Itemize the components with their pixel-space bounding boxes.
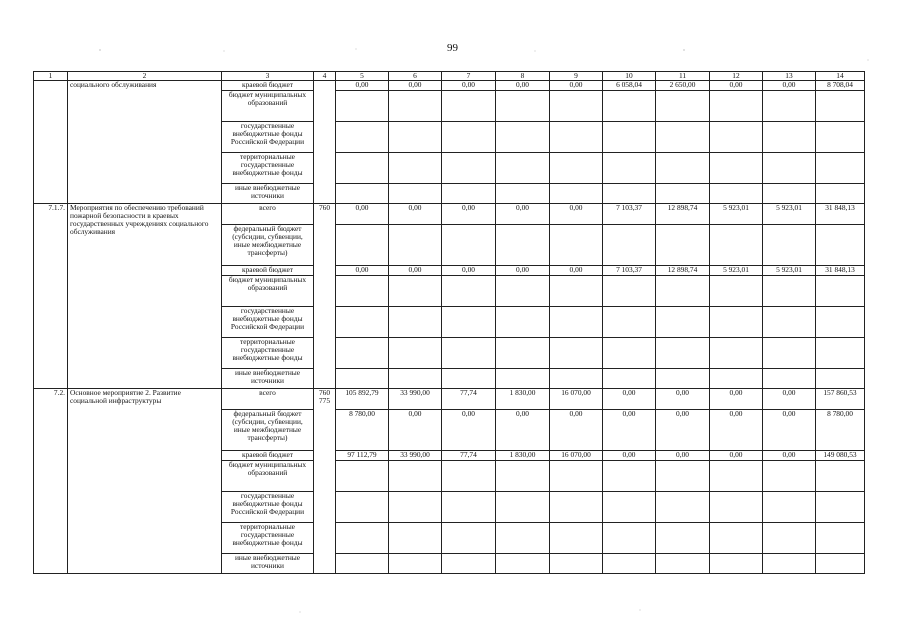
funding-source: федеральный бюджет (субсидии, субвенции, иные межбюджетные трансферты) bbox=[222, 410, 314, 451]
value-cell: 0,00 bbox=[710, 81, 763, 91]
funding-source: государственные внебюджетные фонды Российской Федерации bbox=[222, 307, 314, 338]
value-cell: 0,00 bbox=[550, 410, 603, 451]
value-cell: 0,00 bbox=[603, 389, 656, 410]
value-cell: 1 830,00 bbox=[496, 389, 550, 410]
value-cell bbox=[389, 307, 442, 338]
column-number: 6 bbox=[389, 72, 442, 81]
column-number: 9 bbox=[550, 72, 603, 81]
value-cell bbox=[656, 153, 710, 184]
value-cell bbox=[816, 91, 865, 122]
value-cell bbox=[550, 276, 603, 307]
value-cell bbox=[816, 554, 865, 574]
column-number: 14 bbox=[816, 72, 865, 81]
value-cell bbox=[763, 225, 816, 266]
value-cell bbox=[496, 461, 550, 492]
value-cell bbox=[389, 91, 442, 122]
value-cell: 105 892,79 bbox=[336, 389, 389, 410]
value-cell bbox=[763, 122, 816, 153]
value-cell bbox=[389, 122, 442, 153]
section-name: Основное мероприятие 2. Развитие социальной инфраструктуры bbox=[68, 389, 222, 574]
value-cell bbox=[816, 276, 865, 307]
column-number: 8 bbox=[496, 72, 550, 81]
value-cell bbox=[496, 369, 550, 389]
value-cell bbox=[389, 523, 442, 554]
value-cell: 0,00 bbox=[656, 389, 710, 410]
column-number: 7 bbox=[442, 72, 496, 81]
value-cell bbox=[763, 276, 816, 307]
value-cell bbox=[496, 307, 550, 338]
section-name: Мероприятия по обеспечению требований пожарной безопасности в краевых государственных учреждениях социального обслуживания bbox=[68, 204, 222, 389]
value-cell bbox=[656, 91, 710, 122]
value-cell: 0,00 bbox=[710, 451, 763, 461]
value-cell bbox=[442, 276, 496, 307]
value-cell bbox=[496, 523, 550, 554]
column-number: 1 bbox=[34, 72, 68, 81]
value-cell bbox=[603, 369, 656, 389]
value-cell bbox=[763, 461, 816, 492]
value-cell bbox=[336, 461, 389, 492]
funding-source: бюджет муниципальных образований bbox=[222, 461, 314, 492]
header-row bbox=[34, 72, 865, 81]
value-cell bbox=[336, 276, 389, 307]
value-cell bbox=[336, 523, 389, 554]
column-number: 4 bbox=[314, 72, 336, 81]
value-cell bbox=[710, 276, 763, 307]
value-cell bbox=[442, 369, 496, 389]
value-cell bbox=[763, 184, 816, 204]
value-cell: 0,00 bbox=[442, 81, 496, 91]
funding-source: бюджет муниципальных образований bbox=[222, 91, 314, 122]
value-cell: 0,00 bbox=[710, 389, 763, 410]
section-code: 7.1.7. bbox=[34, 204, 68, 389]
value-cell bbox=[710, 338, 763, 369]
value-cell: 0,00 bbox=[763, 81, 816, 91]
value-cell: 0,00 bbox=[496, 266, 550, 276]
value-cell bbox=[550, 153, 603, 184]
value-cell: 0,00 bbox=[336, 81, 389, 91]
value-cell bbox=[603, 307, 656, 338]
value-cell bbox=[816, 307, 865, 338]
value-cell bbox=[389, 153, 442, 184]
value-cell bbox=[336, 369, 389, 389]
funding-source: территориальные государственные внебюджетные фонды bbox=[222, 153, 314, 184]
value-cell bbox=[389, 184, 442, 204]
funding-source: краевой бюджет bbox=[222, 451, 314, 461]
value-cell: 0,00 bbox=[336, 204, 389, 225]
value-cell bbox=[603, 492, 656, 523]
value-cell bbox=[389, 276, 442, 307]
value-cell bbox=[550, 91, 603, 122]
value-cell bbox=[603, 153, 656, 184]
value-cell bbox=[603, 276, 656, 307]
value-cell: 0,00 bbox=[336, 266, 389, 276]
value-cell bbox=[763, 523, 816, 554]
value-cell bbox=[496, 492, 550, 523]
funding-source: всего bbox=[222, 389, 314, 410]
value-cell bbox=[710, 153, 763, 184]
value-cell: 33 990,00 bbox=[389, 389, 442, 410]
value-cell: 0,00 bbox=[763, 389, 816, 410]
value-cell bbox=[442, 554, 496, 574]
value-cell: 97 112,79 bbox=[336, 451, 389, 461]
value-cell bbox=[389, 338, 442, 369]
value-cell: 0,00 bbox=[763, 451, 816, 461]
value-cell bbox=[550, 461, 603, 492]
value-cell: 31 848,13 bbox=[816, 204, 865, 225]
column-number: 10 bbox=[603, 72, 656, 81]
funding-source: иные внебюджетные источники bbox=[222, 184, 314, 204]
budget-code: 760 bbox=[314, 204, 336, 389]
value-cell bbox=[550, 225, 603, 266]
value-cell bbox=[656, 276, 710, 307]
value-cell bbox=[389, 225, 442, 266]
value-cell bbox=[442, 523, 496, 554]
value-cell: 0,00 bbox=[389, 204, 442, 225]
value-cell bbox=[816, 523, 865, 554]
budget-code: 760 775 bbox=[314, 389, 336, 574]
value-cell bbox=[763, 554, 816, 574]
value-cell bbox=[656, 225, 710, 266]
value-cell bbox=[763, 492, 816, 523]
value-cell bbox=[603, 461, 656, 492]
value-cell bbox=[816, 122, 865, 153]
value-cell bbox=[389, 369, 442, 389]
column-number: 13 bbox=[763, 72, 816, 81]
value-cell: 0,00 bbox=[442, 410, 496, 451]
value-cell: 12 898,74 bbox=[656, 204, 710, 225]
page-number: 99 bbox=[447, 42, 458, 54]
value-cell: 0,00 bbox=[550, 81, 603, 91]
funding-source: территориальные государственные внебюджетные фонды bbox=[222, 338, 314, 369]
value-cell bbox=[603, 91, 656, 122]
value-cell: 8 780,00 bbox=[336, 410, 389, 451]
value-cell: 5 923,01 bbox=[763, 266, 816, 276]
value-cell bbox=[550, 492, 603, 523]
value-cell bbox=[496, 225, 550, 266]
value-cell bbox=[496, 122, 550, 153]
value-cell bbox=[336, 225, 389, 266]
value-cell bbox=[656, 523, 710, 554]
value-cell: 0,00 bbox=[496, 204, 550, 225]
value-cell bbox=[656, 369, 710, 389]
table-row bbox=[34, 81, 865, 91]
section-name: социального обслуживания bbox=[68, 81, 222, 204]
value-cell bbox=[656, 461, 710, 492]
value-cell: 5 923,01 bbox=[710, 204, 763, 225]
value-cell: 0,00 bbox=[550, 266, 603, 276]
value-cell bbox=[442, 153, 496, 184]
funding-source: государственные внебюджетные фонды Российской Федерации bbox=[222, 492, 314, 523]
value-cell: 0,00 bbox=[603, 410, 656, 451]
value-cell: 0,00 bbox=[710, 410, 763, 451]
value-cell bbox=[496, 276, 550, 307]
value-cell: 0,00 bbox=[656, 410, 710, 451]
funding-source: федеральный бюджет (субсидии, субвенции, иные межбюджетные трансферты) bbox=[222, 225, 314, 266]
value-cell bbox=[442, 122, 496, 153]
value-cell bbox=[496, 338, 550, 369]
value-cell bbox=[710, 523, 763, 554]
value-cell bbox=[816, 369, 865, 389]
funding-source: иные внебюджетные источники bbox=[222, 554, 314, 574]
value-cell bbox=[603, 554, 656, 574]
funding-source: территориальные государственные внебюджетные фонды bbox=[222, 523, 314, 554]
value-cell bbox=[656, 492, 710, 523]
section-code: 7.2. bbox=[34, 389, 68, 574]
value-cell: 0,00 bbox=[656, 451, 710, 461]
value-cell bbox=[710, 184, 763, 204]
value-cell bbox=[336, 153, 389, 184]
value-cell: 5 923,01 bbox=[710, 266, 763, 276]
value-cell: 8 708,04 bbox=[816, 81, 865, 91]
value-cell bbox=[550, 184, 603, 204]
value-cell: 8 780,00 bbox=[816, 410, 865, 451]
value-cell: 16 070,00 bbox=[550, 451, 603, 461]
value-cell bbox=[336, 307, 389, 338]
value-cell bbox=[710, 369, 763, 389]
funding-source: бюджет муниципальных образований bbox=[222, 276, 314, 307]
value-cell bbox=[816, 461, 865, 492]
value-cell bbox=[816, 338, 865, 369]
funding-source: всего bbox=[222, 204, 314, 225]
value-cell bbox=[656, 122, 710, 153]
value-cell bbox=[389, 554, 442, 574]
column-number: 11 bbox=[656, 72, 710, 81]
value-cell: 0,00 bbox=[442, 266, 496, 276]
value-cell bbox=[656, 554, 710, 574]
value-cell bbox=[442, 307, 496, 338]
value-cell: 16 070,00 bbox=[550, 389, 603, 410]
value-cell bbox=[603, 184, 656, 204]
value-cell: 0,00 bbox=[442, 204, 496, 225]
value-cell bbox=[336, 91, 389, 122]
value-cell bbox=[550, 338, 603, 369]
value-cell bbox=[442, 338, 496, 369]
value-cell bbox=[550, 523, 603, 554]
value-cell: 77,74 bbox=[442, 389, 496, 410]
value-cell: 0,00 bbox=[763, 410, 816, 451]
value-cell bbox=[710, 122, 763, 153]
table-row bbox=[34, 204, 865, 225]
value-cell bbox=[389, 492, 442, 523]
value-cell bbox=[763, 153, 816, 184]
value-cell bbox=[710, 461, 763, 492]
value-cell bbox=[496, 184, 550, 204]
value-cell: 157 860,53 bbox=[816, 389, 865, 410]
value-cell bbox=[550, 122, 603, 153]
budget-table bbox=[33, 71, 865, 574]
value-cell bbox=[336, 122, 389, 153]
value-cell bbox=[336, 184, 389, 204]
value-cell bbox=[816, 492, 865, 523]
value-cell bbox=[550, 307, 603, 338]
value-cell bbox=[603, 225, 656, 266]
budget-code bbox=[314, 81, 336, 204]
value-cell: 12 898,74 bbox=[656, 266, 710, 276]
value-cell bbox=[603, 523, 656, 554]
value-cell bbox=[550, 554, 603, 574]
value-cell bbox=[816, 184, 865, 204]
value-cell bbox=[603, 338, 656, 369]
value-cell bbox=[442, 91, 496, 122]
funding-source: иные внебюджетные источники bbox=[222, 369, 314, 389]
value-cell: 0,00 bbox=[389, 81, 442, 91]
value-cell: 0,00 bbox=[496, 81, 550, 91]
value-cell: 31 848,13 bbox=[816, 266, 865, 276]
value-cell bbox=[442, 461, 496, 492]
value-cell: 5 923,01 bbox=[763, 204, 816, 225]
funding-source: краевой бюджет bbox=[222, 81, 314, 91]
value-cell bbox=[442, 492, 496, 523]
value-cell bbox=[763, 369, 816, 389]
value-cell: 7 103,37 bbox=[603, 204, 656, 225]
value-cell bbox=[336, 338, 389, 369]
value-cell bbox=[442, 184, 496, 204]
table-row bbox=[34, 389, 865, 410]
value-cell: 0,00 bbox=[550, 204, 603, 225]
value-cell bbox=[656, 184, 710, 204]
value-cell bbox=[710, 91, 763, 122]
value-cell bbox=[336, 554, 389, 574]
value-cell: 149 080,53 bbox=[816, 451, 865, 461]
value-cell: 0,00 bbox=[603, 451, 656, 461]
value-cell bbox=[816, 153, 865, 184]
value-cell: 6 058,04 bbox=[603, 81, 656, 91]
value-cell bbox=[710, 492, 763, 523]
value-cell bbox=[656, 338, 710, 369]
value-cell bbox=[656, 307, 710, 338]
value-cell: 1 830,00 bbox=[496, 451, 550, 461]
column-number: 5 bbox=[336, 72, 389, 81]
value-cell bbox=[763, 307, 816, 338]
value-cell: 77,74 bbox=[442, 451, 496, 461]
value-cell bbox=[496, 153, 550, 184]
value-cell: 33 990,00 bbox=[389, 451, 442, 461]
funding-source: краевой бюджет bbox=[222, 266, 314, 276]
value-cell: 0,00 bbox=[496, 410, 550, 451]
value-cell bbox=[496, 554, 550, 574]
value-cell bbox=[763, 338, 816, 369]
column-number: 2 bbox=[68, 72, 222, 81]
value-cell bbox=[496, 91, 550, 122]
value-cell: 0,00 bbox=[389, 410, 442, 451]
funding-source: государственные внебюджетные фонды Российской Федерации bbox=[222, 122, 314, 153]
value-cell bbox=[763, 91, 816, 122]
value-cell bbox=[603, 122, 656, 153]
column-number: 12 bbox=[710, 72, 763, 81]
value-cell: 0,00 bbox=[389, 266, 442, 276]
value-cell bbox=[336, 492, 389, 523]
value-cell bbox=[710, 554, 763, 574]
value-cell bbox=[816, 225, 865, 266]
value-cell bbox=[389, 461, 442, 492]
value-cell bbox=[710, 225, 763, 266]
value-cell bbox=[550, 369, 603, 389]
value-cell bbox=[442, 225, 496, 266]
column-number: 3 bbox=[222, 72, 314, 81]
value-cell: 2 650,00 bbox=[656, 81, 710, 91]
section-code bbox=[34, 81, 68, 204]
value-cell bbox=[710, 307, 763, 338]
value-cell: 7 103,37 bbox=[603, 266, 656, 276]
